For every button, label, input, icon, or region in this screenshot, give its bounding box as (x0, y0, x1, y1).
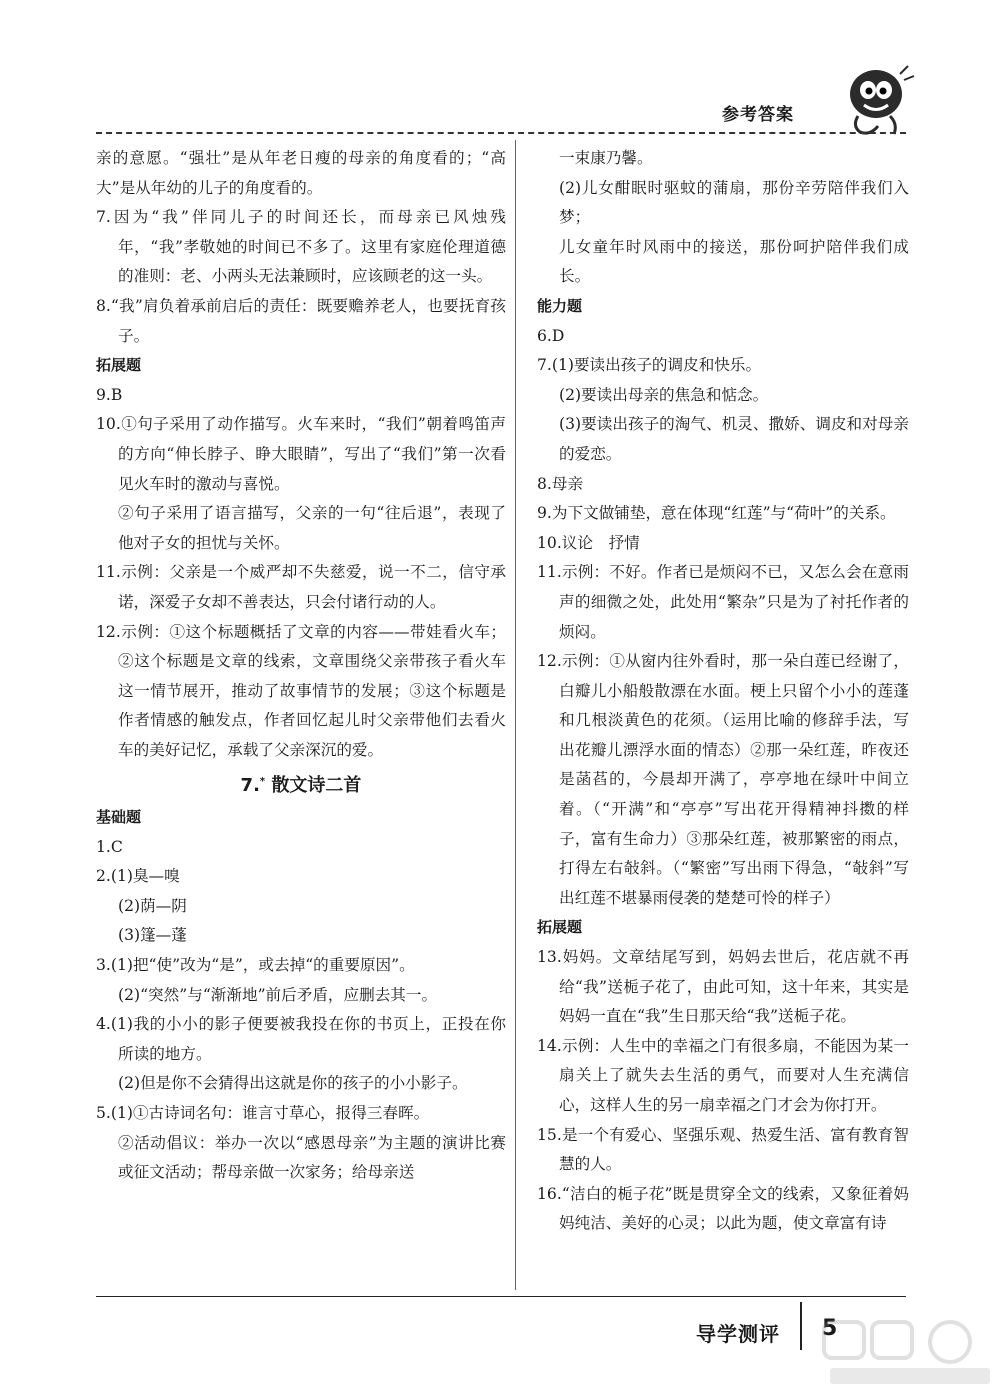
right-column (537, 144, 909, 1239)
lesson-title-text: 散文诗二首 (271, 775, 362, 797)
answer-subitem: (3)要读出孩子的淘气、机灵、撒娇、调皮和对母亲的爱恋。 (559, 415, 909, 463)
answer-item: 5.(1)①古诗词名句：谁言寸草心，报得三春晖。 (96, 1104, 430, 1122)
answer-subitem: (2)要读出母亲的焦急和惦念。 (559, 385, 769, 404)
answer-item: 12.示例：①从窗内往外看时，那一朵白莲已经谢了，白瓣儿小船般散漂在水面。梗上只留个小小的莲蓬和几根淡黄色的花须。（运用比喻的修辞手法，写出花瓣儿漂浮水面的情态）②那一朵红莲，昨夜还是菡萏的，今晨却开满了，亭亭地在绿叶中间立着。（“开满”和“亭亭”写出花开得精神抖擞的样子，富有生命力）③那朵红莲，被那繁密的雨点，打得左右敧斜。（“繁密”写出雨下得急，“敧斜”写出红莲不堪暴雨侵袭的楚楚可怜的样子） (537, 652, 909, 907)
answer-item: 16.“洁白的栀子花”既是贯穿全文的线索，又象征着妈妈纯洁、美好的心灵；以此为题，使文章富有诗 (537, 1184, 909, 1233)
footer-divider (96, 1296, 906, 1297)
answer-item: 1.C (96, 837, 123, 856)
section-heading: 拓展题 (537, 918, 583, 937)
section-heading: 能力题 (537, 296, 583, 315)
answer-continuation: 一束康乃馨。 (559, 149, 653, 167)
answer-item: 6.D (537, 326, 565, 345)
footer-brand: 导学测评 (696, 1322, 780, 1346)
answer-item: 12.示例：①这个标题概括了文章的内容——带娃看火车；②这个标题是文章的线索，文章围绕父亲带孩子看火车这一情节展开，推动了故事情节的发展；③这个标题是作者情感的触发点，作者回忆起儿时父亲带他们去看火车的美好记忆，承载了父亲深沉的爱。 (96, 622, 506, 759)
answer-item: 15.是一个有爱心、坚强乐观、热爱生活、富有教育智慧的人。 (537, 1125, 909, 1174)
answer-item: 13.妈妈。文章结尾写到，妈妈去世后，花店就不再给“我”送栀子花了，由此可知，这十年来，其实是妈妈一直在“我”生日那天给“我”送栀子花。 (537, 948, 909, 1026)
answer-item: 9.B (96, 385, 123, 404)
answer-continuation: 亲的意愿。“强壮”是从年老日瘦的母亲的角度看的；“高大”是从年幼的儿子的角度看的。 (96, 149, 506, 197)
answer-item: 4.(1)我的小小的影子便要被我投在你的书页上，正投在你所读的地方。 (96, 1015, 506, 1063)
answer-subitem: (2)儿女酣眠时驱蚊的蒲扇，那份辛劳陪伴我们入梦； (559, 178, 909, 227)
answer-item: 7.(1)要读出孩子的调皮和快乐。 (537, 356, 762, 375)
answer-subitem: (3)篷—蓬 (118, 926, 187, 945)
answer-item: 10.议论 抒情 (537, 533, 640, 552)
watermark-logo-icon (820, 1316, 1000, 1392)
answer-item: 8.母亲 (537, 474, 584, 493)
answer-item: 14.示例：人生中的幸福之门有很多扇，不能因为某一扇关上了就失去生活的勇气，而要对人生充满信心，这样人生的另一扇幸福之门才会为你打开。 (537, 1036, 909, 1114)
answer-item: 11.示例：父亲是一个威严却不失慈爱，说一不二，信守承诺，深爱子女却不善表达，只会付诸行动的人。 (96, 563, 506, 611)
answer-subitem: (2)“突然”与“渐渐地”前后矛盾，应删去其一。 (118, 985, 438, 1004)
answer-item: 2.(1)臭—嗅 (96, 867, 180, 886)
answer-item: 11.示例：不好。作者已是烦闷不已，又怎么会在意雨声的细微之处，此处用“繁杂”只是为了衬托作者的烦闷。 (537, 563, 909, 641)
header-divider (96, 132, 906, 134)
answer-item: 10.①句子采用了动作描写。火车来时，“我们”朝着鸣笛声的方向“伸长脖子、睁大眼睛”，写出了“我们”第一次看见火车时的激动与喜悦。 (96, 415, 506, 493)
lesson-title (96, 767, 506, 801)
answer-subitem: ②活动倡议：举办一次以“感恩母亲”为主题的演讲比赛或征文活动；帮母亲做一次家务；给母亲送 (118, 1133, 506, 1182)
answer-item: 9.为下文做铺垫，意在体现“红莲”与“荷叶”的关系。 (537, 504, 896, 523)
section-heading: 基础题 (96, 808, 142, 827)
answer-subitem: (2)但是你不会猜得出这就是你的孩子的小小影子。 (118, 1074, 468, 1093)
cartoon-mascot-icon (838, 60, 918, 140)
lesson-number: 7. (240, 775, 260, 797)
left-column (96, 144, 506, 1188)
page-number: 5 (822, 1316, 838, 1341)
lesson-star-mark: * (259, 776, 266, 788)
answer-subitem: ②句子采用了语言描写，父亲的一句“往后退”，表现了他对子女的担忧与关怀。 (118, 504, 506, 552)
column-divider (515, 140, 516, 1290)
answer-subitem: (2)荫—阴 (118, 896, 187, 915)
answer-item: 8.“我”肩负着承前启后的责任：既要赡养老人，也要抚育孩子。 (96, 296, 506, 345)
page-header-title: 参考答案 (722, 105, 794, 125)
answer-item: 3.(1)把“使”改为“是”，或去掉“的重要原因”。 (96, 956, 415, 975)
answer-item: 7.因为“我”伴同儿子的时间还长，而母亲已风烛残年，“我”孝敬她的时间已不多了。这里有家庭伦理道德的准则：老、小两头无法兼顾时，应该顾老的这一头。 (96, 208, 506, 286)
section-heading: 拓展题 (96, 356, 142, 375)
footer-separator (800, 1302, 802, 1350)
answer-subitem: 儿女童年时风雨中的接送，那份呵护陪伴我们成长。 (559, 237, 909, 286)
